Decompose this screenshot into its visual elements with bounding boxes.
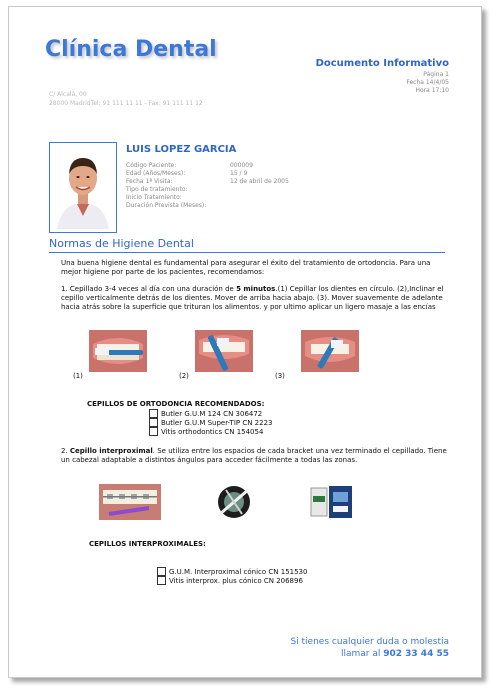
patient-name: LUIS LOPEZ GARCIA <box>126 144 237 155</box>
footer-call-text: llamar al <box>340 649 384 659</box>
interproximal-image-3 <box>309 484 354 520</box>
interproximal-image-1 <box>99 484 161 520</box>
interproximal-option <box>157 576 303 585</box>
document-date: Fecha 14/4/05 <box>406 79 449 86</box>
field-label: Código Paciente: <box>126 162 177 169</box>
brush-option <box>149 409 262 418</box>
field-label: Duración Prevista (Meses): <box>126 202 207 209</box>
brushing-image-3 <box>301 330 359 372</box>
checkbox[interactable] <box>149 427 158 436</box>
intro-paragraph: Una buena higiene dental es fundamental para asegurar el éxito del tratamiento de ortodoncia. Para una mejor higiene por parte de los pacientes, recomendamos: <box>61 259 431 276</box>
document-time: Hora 17:10 <box>415 87 449 94</box>
field-value: 000009 <box>230 162 253 169</box>
step2-text: 2. <box>61 447 70 455</box>
document-page <box>8 6 482 678</box>
field-value: 15 / 9 <box>230 170 248 177</box>
field-label: Edad (Años/Meses): <box>126 170 186 177</box>
patient-photo <box>49 142 117 233</box>
step1-duration: 5 minutos <box>236 285 276 293</box>
brush-option <box>149 418 273 427</box>
brush-name: Vitis orthodontics CN 154054 <box>161 427 264 436</box>
brushes-heading: CEPILLOS DE ORTODONCIA RECOMENDADOS: <box>87 400 265 408</box>
step1-text: .(1) Cepillar los dientes en círculo. (2),Inclinar el cepillo verticalmente detrás de los dientes. Mover de arriba hacia abajo. (3). Mover suavemente de adelante hacia atrás sobre la superficie que trituran los alimentos. y por ultimo aplicar un ligero masaje a las encías <box>61 285 444 311</box>
clinic-logo: Clínica Dental <box>45 37 217 62</box>
image-label-3: (3) <box>275 372 285 380</box>
field-label: Tipo de tratamiento: <box>126 186 188 193</box>
field-label: Fecha 1ª Visita: <box>126 178 173 185</box>
phone-number: 902 33 44 55 <box>383 649 449 659</box>
step2-text: . Se utiliza entre los espacios de cada bracket una vez terminado el cepillado. Tiene un cabezal adaptable a distintos ángulos para acceder fácilmente a todas las zonas. <box>61 447 447 464</box>
step1-text: 1. Cepillado 3-4 veces al día con una duración de <box>61 285 237 293</box>
contact-line: 28000 MadridTel: 91 111 11 11 - Fax: 91 111 11 12 <box>49 100 203 107</box>
interproximal-option <box>157 567 307 576</box>
brush-option <box>149 427 263 436</box>
interproximal-heading: CEPILLOS INTERPROXIMALES: <box>89 540 206 548</box>
section-title: Normas de Higiene Dental <box>49 237 445 253</box>
footer-phone-line <box>341 649 449 659</box>
brushing-image-1 <box>89 330 147 372</box>
checkbox[interactable] <box>149 409 158 418</box>
checkbox[interactable] <box>157 567 166 576</box>
page-number: Página 1 <box>423 71 449 78</box>
step1-paragraph <box>61 285 451 312</box>
address-line: C/ Alcalá, 00 <box>49 91 87 98</box>
brushing-image-2 <box>195 330 253 372</box>
interproximal-name: G.U.M. Interproximal cónico CN 151530 <box>169 567 308 576</box>
interproximal-image-2 <box>212 484 257 520</box>
step2-brush: Cepillo interproximal <box>69 447 153 455</box>
checkbox[interactable] <box>157 576 166 585</box>
field-label: Inicio Tratamiento: <box>126 194 182 201</box>
document-title: Documento Informativo <box>315 58 449 69</box>
brush-name: Butler G.U.M 124 CN 306472 <box>161 409 263 418</box>
step2-paragraph <box>61 447 451 465</box>
field-value: 12 de abril de 2005 <box>230 178 289 185</box>
brush-name: Butler G.U.M Super-TIP CN 2223 <box>161 418 273 427</box>
checkbox[interactable] <box>149 418 158 427</box>
image-label-2: (2) <box>179 372 189 380</box>
image-label-1: (1) <box>73 372 83 380</box>
footer-message: Si tienes cualquier duda o molestia <box>290 637 449 647</box>
interproximal-name: Vitis interprox. plus cónico CN 206896 <box>169 576 303 585</box>
